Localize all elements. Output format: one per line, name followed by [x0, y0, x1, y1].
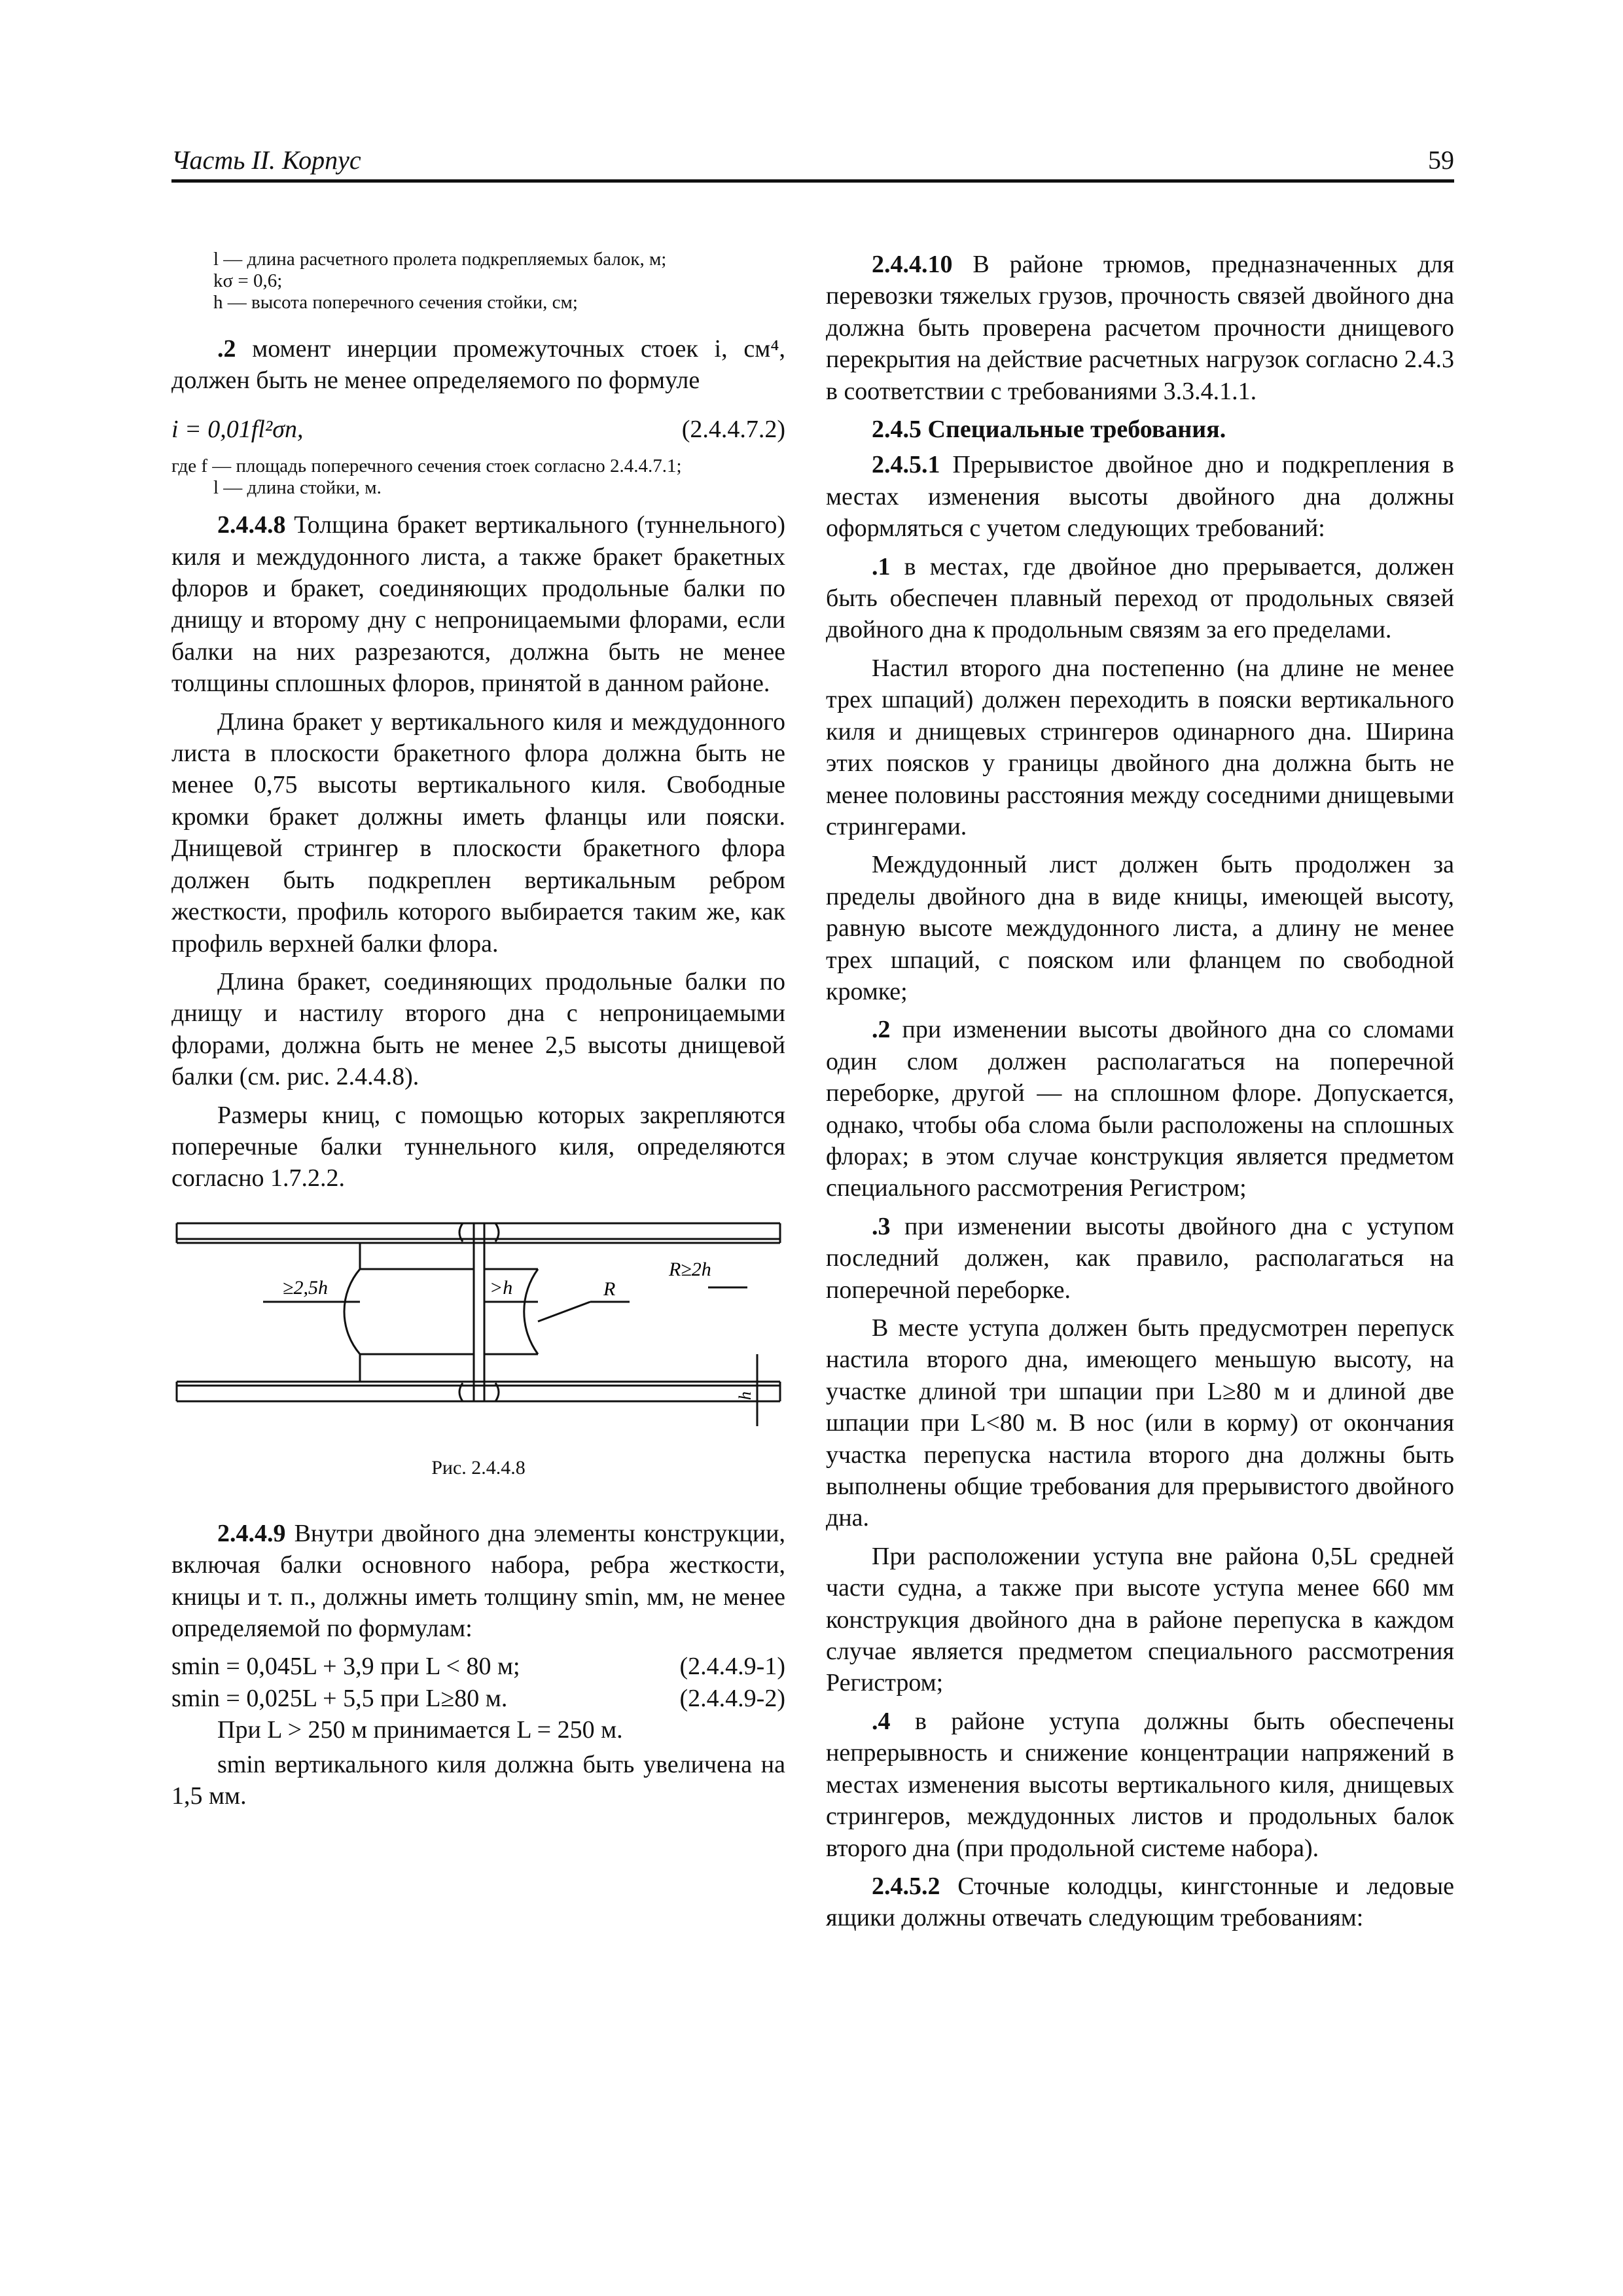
- paragraph-text: Прерывистое двойное дно и подкрепления в местах изменения высоты двойного дна должны оформляться с учетом следующих требований:: [826, 451, 1454, 543]
- definition-line: kσ = 0,6;: [213, 270, 283, 291]
- formula-expression: i = 0,01fl²σn,: [171, 415, 304, 443]
- paragraph: Длина бракет у вертикального киля и междудонного листа в плоскости бракетного флора должна быть не менее 0,75 высоты вертикального киля. Свободные кромки бракет должны иметь фланцы или пояски. Днищевой стрингер в плоскости бракетного флора должен быть подкреплен вертикальным ребром жесткости, профиль которого выбирается таким же, как профиль верхней балки флора.: [171, 708, 785, 958]
- clause-number: .1: [872, 552, 891, 581]
- paragraph: Размеры книц, с помощью которых закрепляются поперечные балки туннельного киля, определяются согласно 1.7.2.2.: [171, 1101, 785, 1193]
- formula: [171, 414, 785, 445]
- where-line: l — длина стойки, м.: [213, 477, 382, 499]
- page-header: [171, 145, 1454, 183]
- clause-number: .2: [217, 335, 236, 363]
- paragraph: В месте уступа должен быть предусмотрен перепуск настила второго дна, имеющего меньшую высоту, на участке длиной три шпации при L≥80 м и длиной две шпации при L<80 м. В нос (или в корму) от окончания участка перепуска настила второго дна должны быть выполнены общие требования для прерывистого двойного дна.: [826, 1314, 1454, 1532]
- paragraph-text: в местах, где двойное дно прерывается, должен быть обеспечен плавный переход от продольных связей двойного дна к продольным связям за его пределами.: [826, 552, 1454, 644]
- clause-number: .2: [872, 1016, 891, 1044]
- paragraph: При L > 250 м принимается L = 250 м.: [217, 1716, 623, 1744]
- formula-number: (2.4.4.7.2): [681, 415, 785, 443]
- paragraph-text: Внутри двойного дна элементы конструкции, включая балки основного набора, ребра жесткости, кницы и т. п., должны иметь толщину smin, мм, не менее определяемой по формулам:: [171, 1519, 785, 1642]
- definition-line: l — длина расчетного пролета подкрепляемых балок, м;: [213, 249, 667, 270]
- figure-2-4-4-8: [171, 1210, 785, 1485]
- paragraph-text: при изменении высоты двойного дна со сломами один слом должен располагаться на поперечной переборке, другой — на сплошном флоре. Допускается, однако, чтобы оба слома были расположены на сплошных флорах; в этом случае конструкция является предметом специального рассмотрения Регистром;: [826, 1016, 1454, 1202]
- paragraph: [171, 509, 785, 699]
- paragraph: Настил второго дна постепенно (на длине не менее трех шпаций) должен переходить в пояски вертикального киля и днищевых стрингеров одинарного дна. Ширина этих поясков у границы двойного дна должна быть не менее половины расстояния между соседними днищевыми стрингерами.: [826, 654, 1454, 840]
- paragraph: [171, 1518, 785, 1645]
- where-line: где f — площадь поперечного сечения стоек согласно 2.4.4.7.1;: [171, 456, 682, 477]
- paragraph-text: в районе уступа должны быть обеспечены непрерывность и снижение концентрации напряжений в местах изменения высоты вертикального киля, днищевых стрингеров, междудонных листов и продольных балок второго дна (при продольной системе набора).: [826, 1707, 1454, 1862]
- paragraph: Длина бракет, соединяющих продольные балки по днищу и настилу второго дна с непроницаемыми флорами, должна быть не менее 2,5 высоты днищевой балки (см. рис. 2.4.4.8).: [171, 967, 785, 1091]
- formula: [171, 1683, 785, 1714]
- paragraph: [826, 1706, 1454, 1864]
- clause-number: 2.4.5.2: [872, 1872, 940, 1900]
- paragraph: [826, 551, 1454, 646]
- paragraph-text: момент инерции промежуточных стоек i, см⁴, должен быть не менее определяемого по формуле: [171, 335, 785, 395]
- paragraph: Междудонный лист должен быть продолжен за пределы двойного дна в виде кницы, имеющей высоту, равную высоте междудонного листа, а длину не менее трех шпаций, с пояском или фланцем по свободной кромке;: [826, 851, 1454, 1005]
- dim-label-r-ge-2h: R≥2h: [669, 1258, 711, 1280]
- paragraph: smin вертикального киля должна быть увеличена на 1,5 мм.: [171, 1750, 785, 1810]
- formula: [171, 1651, 785, 1682]
- formula-number: (2.4.4.9-1): [679, 1653, 785, 1681]
- paragraph: [826, 1871, 1454, 1934]
- paragraph: [826, 449, 1454, 544]
- right-column: [826, 249, 1454, 1941]
- page-number: 59: [1428, 145, 1454, 175]
- formula-expression: smin = 0,045L + 3,9 при L < 80 м;: [171, 1653, 520, 1681]
- formula-expression: smin = 0,025L + 5,5 при L≥80 м.: [171, 1684, 508, 1712]
- left-column: [171, 249, 785, 1818]
- clause-number: 2.4.4.9: [217, 1519, 286, 1547]
- section-heading: 2.4.5 Специальные требования.: [872, 416, 1226, 444]
- paragraph-text: Толщина бракет вертикального (туннельного) киля и междудонного листа, а также бракет бракетных флоров и бракет, соединяющих продольные балки по днищу и второму дну с непроницаемыми флорами, если балки на них разрезаются, должна быть не менее толщины сплошных флоров, принятой в данном районе.: [171, 511, 785, 698]
- paragraph-text: Сточные колодцы, кингстонные и ледовые ящики должны отвечать следующим требованиям:: [826, 1872, 1454, 1932]
- paragraph-text: В районе трюмов, предназначенных для перевозки тяжелых грузов, прочность связей двойного дна должна быть проверена расчетом прочности днищевого перекрытия на действие расчетных нагрузок согласно 2.4.3 в соответствии с требованиями 3.3.4.1.1.: [826, 251, 1454, 405]
- clause-number: .3: [872, 1212, 891, 1240]
- paragraph: [171, 333, 785, 397]
- dim-label-gt-h: >h: [490, 1276, 513, 1299]
- paragraph: При расположении уступа вне района 0,5L средней части судна, а также при высоте уступа менее 660 мм конструкция двойного дна в районе перепуска в каждом случае является предметом специального рассмотрения Регистром;: [826, 1542, 1454, 1697]
- clause-number: 2.4.4.10: [872, 251, 953, 278]
- paragraph: [826, 249, 1454, 407]
- dim-label-r: R: [603, 1278, 616, 1300]
- paragraph-text: при изменении высоты двойного дна с уступом последний должен, как правило, располагаться на поперечной переборке.: [826, 1212, 1454, 1304]
- bracket-diagram: [171, 1210, 785, 1426]
- definition-line: h — высота поперечного сечения стойки, см;: [213, 292, 578, 313]
- figure-caption: Рис. 2.4.4.8: [431, 1456, 526, 1479]
- clause-number: 2.4.4.8: [217, 511, 286, 539]
- paragraph: [826, 1014, 1454, 1204]
- clause-number: .4: [872, 1707, 891, 1735]
- paragraph: [826, 1211, 1454, 1306]
- formula-number: (2.4.4.9-2): [679, 1684, 785, 1712]
- running-title: Часть II. Корпус: [171, 145, 361, 175]
- clause-number: 2.4.5.1: [872, 451, 940, 479]
- dim-label-h: h: [736, 1391, 755, 1400]
- dim-label-2-5h: ≥2,5h: [283, 1276, 328, 1299]
